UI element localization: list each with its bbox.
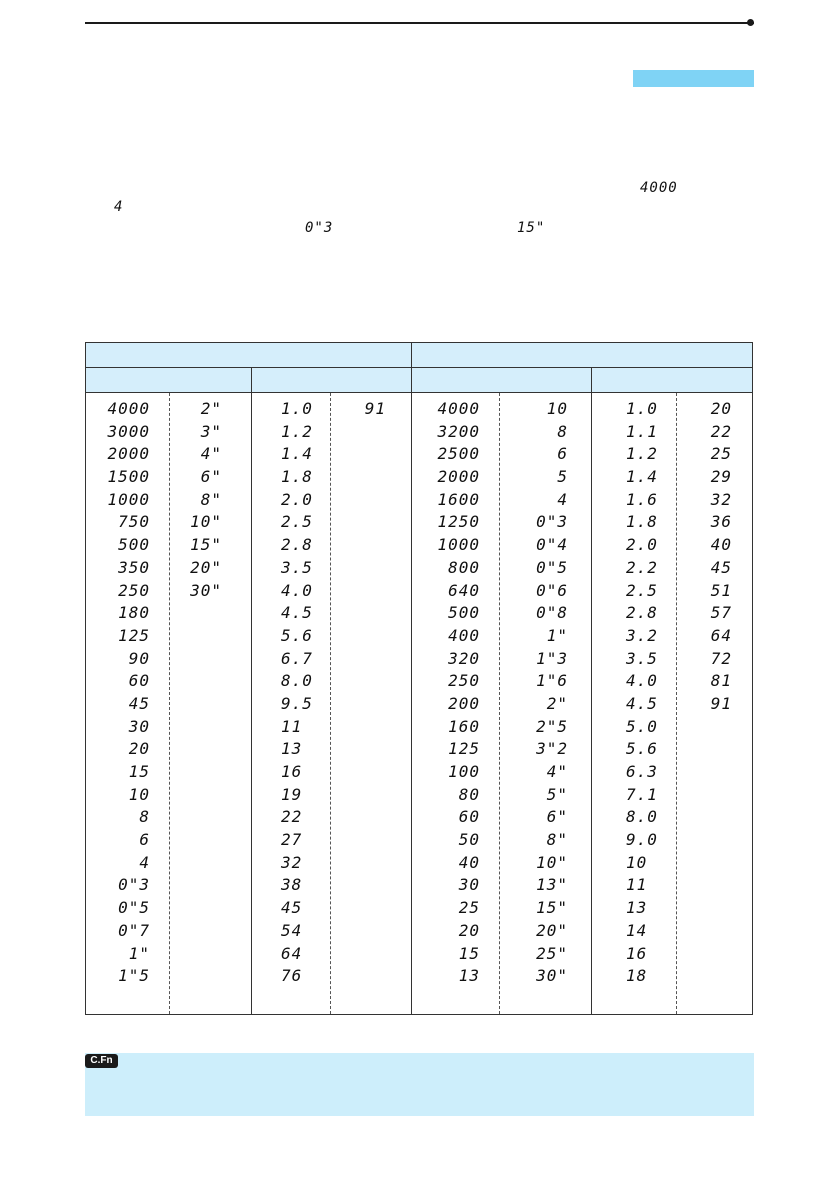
table-cell: 72 — [710, 648, 732, 668]
inline-exposure-b: 15" — [517, 220, 546, 236]
table-cell: 0"8 — [536, 603, 568, 623]
table-cell: 4" — [546, 762, 568, 781]
table-cell: 5.6 — [281, 625, 313, 645]
table-cell: 81 — [710, 671, 732, 691]
table-cell: 3" — [200, 421, 222, 441]
table-cell: 1250 — [437, 512, 480, 532]
table-cell: 4" — [200, 444, 222, 464]
table-cell: 14 — [626, 920, 648, 940]
table-cell: 4.0 — [281, 580, 313, 600]
table-cell: 750 — [118, 512, 150, 532]
tip-box — [85, 1053, 754, 1116]
table-cell: 2000 — [437, 467, 480, 487]
table-cell: 9.5 — [281, 693, 313, 713]
table-cell: 13" — [536, 875, 568, 895]
table-cell: 11 — [281, 716, 303, 736]
table-cell: 0"6 — [536, 580, 568, 600]
table-cell: 25" — [536, 943, 568, 963]
table-cell: 54 — [281, 920, 303, 940]
table-cell: 20 — [128, 739, 150, 759]
table-cell: 4000 — [107, 399, 150, 418]
table-cell: 40 — [710, 535, 732, 555]
table-cell: 2000 — [107, 444, 150, 464]
table-cell: 640 — [448, 580, 480, 600]
column-4 — [350, 398, 386, 421]
table-cell: 1.8 — [281, 467, 313, 487]
table-cell: 1"3 — [536, 648, 568, 668]
table-cell: 5" — [546, 784, 568, 804]
table-cell: 30" — [536, 966, 568, 986]
table-cell: 15" — [536, 898, 568, 918]
table-cell: 4.0 — [626, 671, 658, 691]
table-cell: 1500 — [107, 467, 150, 487]
table-cell: 125 — [118, 625, 150, 645]
table-cell: 250 — [118, 580, 150, 600]
table-cell: 16 — [281, 762, 303, 781]
table-cell: 30" — [190, 580, 222, 600]
inline-exposure-a: 0"3 — [305, 220, 334, 236]
header-divider — [86, 367, 752, 368]
table-cell: 100 — [448, 762, 480, 781]
table-cell: 8 — [557, 421, 568, 441]
table-cell: 30 — [128, 716, 150, 736]
table-cell: 10" — [190, 512, 222, 532]
table-cell: 6 — [557, 444, 568, 464]
table-cell: 1.1 — [626, 421, 658, 441]
table-cell: 4000 — [437, 399, 480, 418]
column-2 — [178, 398, 222, 602]
cfn-badge: C.Fn — [85, 1054, 118, 1068]
table-cell: 6" — [546, 807, 568, 827]
table-cell: 2.5 — [626, 580, 658, 600]
table-cell: 500 — [448, 603, 480, 623]
table-cell: 40 — [458, 852, 480, 872]
table-cell: 4 — [139, 852, 150, 872]
table-cell: 60 — [128, 671, 150, 691]
table-cell: 6.7 — [281, 648, 313, 668]
table-cell: 19 — [281, 784, 303, 804]
table-cell: 45 — [128, 693, 150, 713]
table-cell: 60 — [458, 807, 480, 827]
table-cell: 160 — [448, 716, 480, 736]
table-cell: 8.0 — [626, 807, 658, 827]
table-cell: 13 — [626, 898, 648, 918]
table-cell: 2500 — [437, 444, 480, 464]
center-divider — [411, 343, 412, 1014]
table-cell: 32 — [281, 852, 303, 872]
table-cell: 15" — [190, 535, 222, 555]
table-cell: 9.0 — [626, 830, 658, 850]
table-cell: 250 — [448, 671, 480, 691]
table-cell: 3.5 — [281, 557, 313, 577]
left-sub-divider — [251, 368, 252, 1014]
dashed-divider-1 — [169, 393, 170, 1014]
table-cell: 32 — [710, 489, 732, 509]
table-cell: 1.2 — [626, 444, 658, 464]
table-cell: 2.8 — [626, 603, 658, 623]
table-cell: 29 — [710, 467, 732, 487]
table-cell: 91 — [364, 399, 386, 418]
table-cell: 1.4 — [626, 467, 658, 487]
table-cell: 91 — [710, 693, 732, 713]
right-sub-divider — [591, 368, 592, 1014]
table-cell: 8" — [546, 830, 568, 850]
dashed-divider-2 — [330, 393, 331, 1014]
table-cell: 80 — [458, 784, 480, 804]
table-cell: 320 — [448, 648, 480, 668]
table-cell: 3000 — [107, 421, 150, 441]
table-cell: 13 — [458, 966, 480, 986]
table-cell: 50 — [458, 830, 480, 850]
table-cell: 22 — [281, 807, 303, 827]
table-cell: 15 — [128, 762, 150, 781]
table-cell: 180 — [118, 603, 150, 623]
table-cell: 2.2 — [626, 557, 658, 577]
table-cell: 4.5 — [626, 693, 658, 713]
table-cell: 4.5 — [281, 603, 313, 623]
table-cell: 2.0 — [281, 489, 313, 509]
table-cell: 1.0 — [281, 399, 313, 418]
table-cell: 27 — [281, 830, 303, 850]
top-rule — [85, 22, 754, 24]
section-tab — [633, 70, 754, 87]
table-cell: 3200 — [437, 421, 480, 441]
table-cell: 200 — [448, 693, 480, 713]
table-header-top — [86, 343, 752, 367]
table-cell: 51 — [710, 580, 732, 600]
table-header-sub — [86, 368, 752, 392]
dashed-divider-3 — [499, 393, 500, 1014]
table-cell: 1.6 — [626, 489, 658, 509]
table-cell: 25 — [710, 444, 732, 464]
table-cell: 1.0 — [626, 399, 658, 418]
table-cell: 64 — [710, 625, 732, 645]
table-cell: 20" — [190, 557, 222, 577]
table-cell: 57 — [710, 603, 732, 623]
table-cell: 3"2 — [536, 739, 568, 759]
table-cell: 6" — [200, 467, 222, 487]
table-cell: 0"3 — [118, 875, 150, 895]
table-cell: 7.1 — [626, 784, 658, 804]
table-cell: 11 — [626, 875, 648, 895]
table-cell: 10 — [626, 852, 648, 872]
table-cell: 0"4 — [536, 535, 568, 555]
table-cell: 1" — [128, 943, 150, 963]
table-cell: 64 — [281, 943, 303, 963]
table-cell: 36 — [710, 512, 732, 532]
table-cell: 5 — [557, 467, 568, 487]
table-cell: 8" — [200, 489, 222, 509]
table-cell: 13 — [281, 739, 303, 759]
table-cell: 2"5 — [536, 716, 568, 736]
table-cell: 22 — [710, 421, 732, 441]
table-cell: 1600 — [437, 489, 480, 509]
table-cell: 1.4 — [281, 444, 313, 464]
table-cell: 20 — [710, 399, 732, 418]
table-cell: 0"7 — [118, 920, 150, 940]
table-cell: 1.8 — [626, 512, 658, 532]
table-cell: 4 — [557, 489, 568, 509]
table-cell: 2.0 — [626, 535, 658, 555]
inline-shutter-max: 4000 — [640, 180, 678, 196]
table-cell: 3.5 — [626, 648, 658, 668]
table-cell: 800 — [448, 557, 480, 577]
table-cell: 0"3 — [536, 512, 568, 532]
table-cell: 8.0 — [281, 671, 313, 691]
table-cell: 0"5 — [536, 557, 568, 577]
table-cell: 30 — [458, 875, 480, 895]
table-cell: 45 — [281, 898, 303, 918]
table-cell: 6 — [139, 830, 150, 850]
table-cell: 2.5 — [281, 512, 313, 532]
table-cell: 20 — [458, 920, 480, 940]
table-cell: 1" — [546, 625, 568, 645]
column-1 — [96, 398, 150, 988]
table-cell: 76 — [281, 966, 303, 986]
table-cell: 25 — [458, 898, 480, 918]
table-cell: 3.2 — [626, 625, 658, 645]
header-bottom-rule — [86, 392, 752, 393]
table-cell: 5.6 — [626, 739, 658, 759]
column-3 — [281, 398, 325, 988]
table-cell: 15 — [458, 943, 480, 963]
table-cell: 90 — [128, 648, 150, 668]
table-cell: 1"6 — [536, 671, 568, 691]
table-cell: 18 — [626, 966, 648, 986]
table-cell: 1000 — [437, 535, 480, 555]
table-cell: 2.8 — [281, 535, 313, 555]
table-cell: 20" — [536, 920, 568, 940]
table-cell: 1"5 — [118, 966, 150, 986]
column-6 — [516, 398, 568, 988]
table-cell: 350 — [118, 557, 150, 577]
table-cell: 6.3 — [626, 762, 658, 781]
table-cell: 5.0 — [626, 716, 658, 736]
table-cell: 0"5 — [118, 898, 150, 918]
column-5 — [426, 398, 480, 988]
table-cell: 45 — [710, 557, 732, 577]
table-cell: 10 — [128, 784, 150, 804]
table-cell: 16 — [626, 943, 648, 963]
table-cell: 38 — [281, 875, 303, 895]
table-cell: 10 — [546, 399, 568, 418]
column-7 — [626, 398, 670, 988]
table-cell: 500 — [118, 535, 150, 555]
table-cell: 125 — [448, 739, 480, 759]
table-cell: 2" — [200, 399, 222, 418]
table-cell: 10" — [536, 852, 568, 872]
table-cell: 400 — [448, 625, 480, 645]
table-cell: 1000 — [107, 489, 150, 509]
table-cell: 8 — [139, 807, 150, 827]
table-cell: 1.2 — [281, 421, 313, 441]
table-cell: 2" — [546, 693, 568, 713]
column-8 — [696, 398, 732, 716]
inline-shutter-min: 4 — [114, 199, 124, 215]
dashed-divider-4 — [676, 393, 677, 1014]
